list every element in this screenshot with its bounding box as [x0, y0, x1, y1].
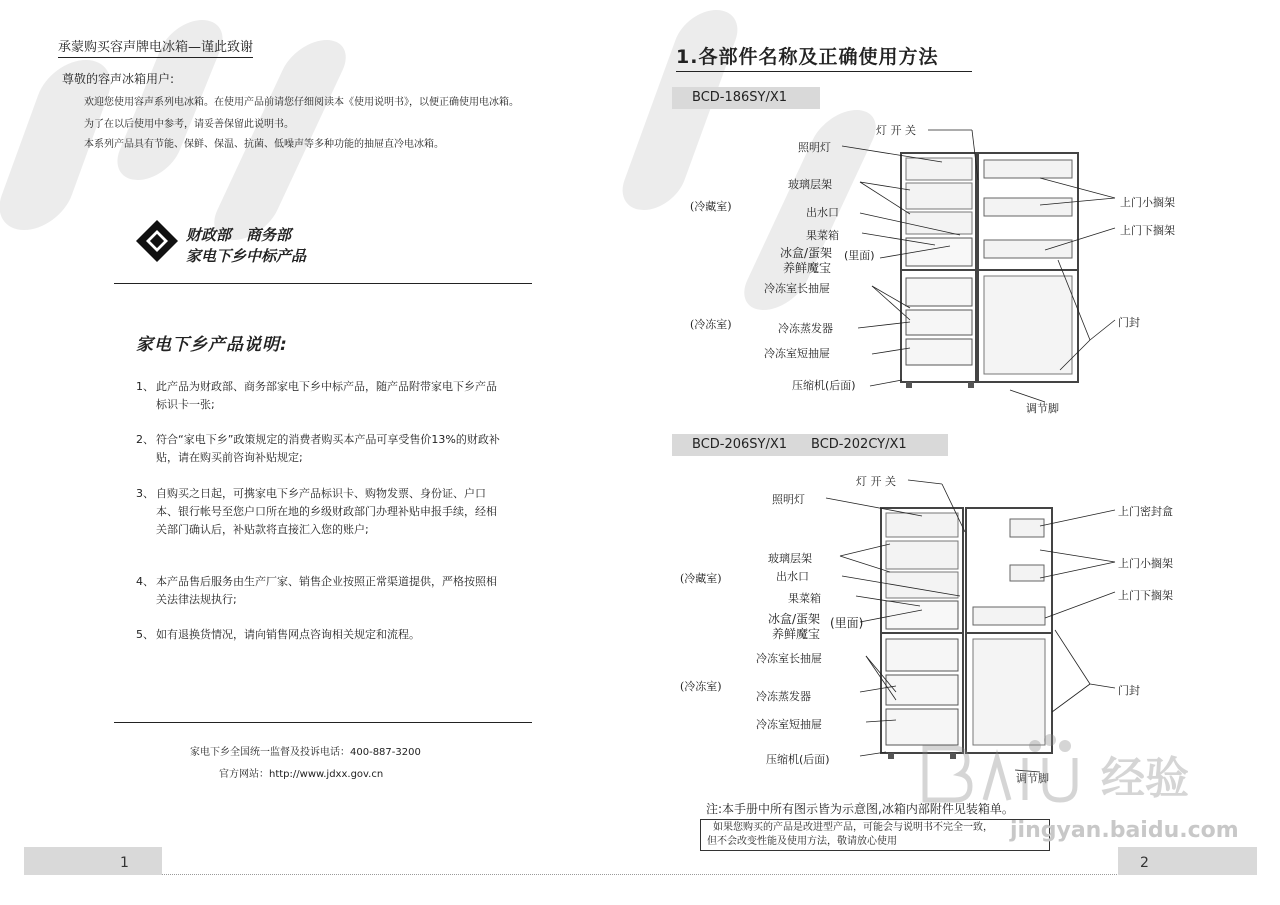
label-compressor: 压缩机(后面)	[766, 753, 830, 766]
label-fresh: 养鲜魔宝	[783, 261, 832, 275]
label-inside: (里面)	[830, 616, 864, 630]
label-ice-egg: 冰盒/蛋架	[780, 246, 833, 260]
page-footer-bar	[1118, 847, 1257, 875]
label-ice-egg: 冰盒/蛋架	[768, 612, 821, 626]
right-title: 1.各部件名称及正确使用方法	[676, 42, 972, 72]
label-door-lower-shelf: 上门下搁架	[1118, 589, 1173, 602]
note-box	[700, 819, 1050, 851]
label-door-lower-shelf: 上门下搁架	[1120, 224, 1175, 237]
label-evaporator: 冷冻蒸发器	[778, 322, 833, 335]
label-adjust-foot: 调节脚	[1016, 772, 1049, 785]
label-door-seal: 门封	[1118, 316, 1140, 329]
greeting: 尊敬的容声冰箱用户:	[62, 72, 175, 86]
label-freezer-long: 冷冻室长抽屉	[764, 282, 830, 295]
label-fresh: 养鲜魔宝	[772, 627, 821, 641]
model-bar-1: BCD-186SY/X1	[672, 87, 820, 109]
label-fridge-room: (冷藏室)	[690, 200, 732, 213]
label-light-switch: 灯 开 关	[856, 475, 896, 488]
logo-line1: 财政部 商务部	[186, 226, 292, 244]
intro-line: 欢迎您使用容声系列电冰箱。在使用产品前请您仔细阅读本《使用说明书》，以便正确使用电冰箱。	[84, 97, 519, 108]
label-door-small-shelf: 上门小搁架	[1120, 196, 1175, 209]
label-door-small-shelf: 上门小搁架	[1118, 557, 1173, 570]
model-bar-2: BCD-206SY/X1 BCD-202CY/X1	[672, 434, 948, 456]
divider	[114, 283, 532, 284]
page-number: 2	[1140, 855, 1149, 871]
watermark-url: jingyan.baidu.com	[1010, 818, 1239, 843]
label-freezer-room: (冷冻室)	[680, 680, 722, 693]
label-water-outlet: 出水口	[776, 570, 809, 583]
label-crisper: 果菜箱	[806, 229, 839, 242]
leader-lines-1	[660, 110, 1160, 420]
label-door-sealed-box: 上门密封盒	[1118, 505, 1173, 518]
page-footer-bar	[24, 847, 162, 875]
label-crisper: 果菜箱	[788, 592, 821, 605]
label-freezer-short: 冷冻室短抽屉	[756, 718, 822, 731]
label-compressor: 压缩机(后面)	[792, 379, 856, 392]
note-main: 注:本手册中所有图示皆为示意图,冰箱内部附件见装箱单。	[706, 802, 1014, 816]
hotline: 家电下乡全国统一监督及投诉电话：400-887-3200	[190, 747, 421, 758]
label-glass-shelf: 玻璃层架	[768, 552, 812, 565]
dotted-rule	[162, 874, 1257, 875]
label-inside: (里面)	[844, 249, 875, 262]
label-lighting: 照明灯	[772, 493, 805, 506]
label-water-outlet: 出水口	[806, 206, 839, 219]
website: 官方网站：http://www.jdxx.gov.cn	[219, 769, 384, 780]
label-glass-shelf: 玻璃层架	[788, 178, 832, 191]
intro-line: 本系列产品具有节能、保鲜、保温、抗菌、低噪声等多种功能的抽屉直冷电冰箱。	[84, 139, 444, 150]
section-title: 家电下乡产品说明:	[136, 335, 288, 355]
label-fridge-room: (冷藏室)	[680, 572, 722, 585]
ministry-logo	[134, 218, 180, 264]
left-heading: 承蒙购买容声牌电冰箱—谨此致谢	[58, 36, 253, 58]
label-adjust-foot: 调节脚	[1026, 402, 1059, 415]
watermark-text: 经验	[1101, 753, 1189, 804]
label-door-seal: 门封	[1118, 684, 1140, 697]
label-freezer-long: 冷冻室长抽屉	[756, 652, 822, 665]
watermark-logo	[915, 728, 1215, 808]
label-lighting: 照明灯	[798, 141, 831, 154]
page-number: 1	[120, 855, 129, 871]
label-freezer-short: 冷冻室短抽屉	[764, 347, 830, 360]
label-freezer-room: (冷冻室)	[690, 318, 732, 331]
divider	[114, 722, 532, 723]
label-evaporator: 冷冻蒸发器	[756, 690, 811, 703]
intro-line: 为了在以后使用中参考，请妥善保留此说明书。	[84, 119, 294, 130]
logo-line2: 家电下乡中标产品	[186, 247, 307, 265]
note-box-line2: 但不会改变性能及使用方法，敬请放心使用	[707, 836, 897, 847]
note-box-line1: 如果您购买的产品是改进型产品，可能会与说明书不完全一致，	[713, 822, 993, 833]
label-light-switch: 灯 开 关	[876, 124, 916, 137]
